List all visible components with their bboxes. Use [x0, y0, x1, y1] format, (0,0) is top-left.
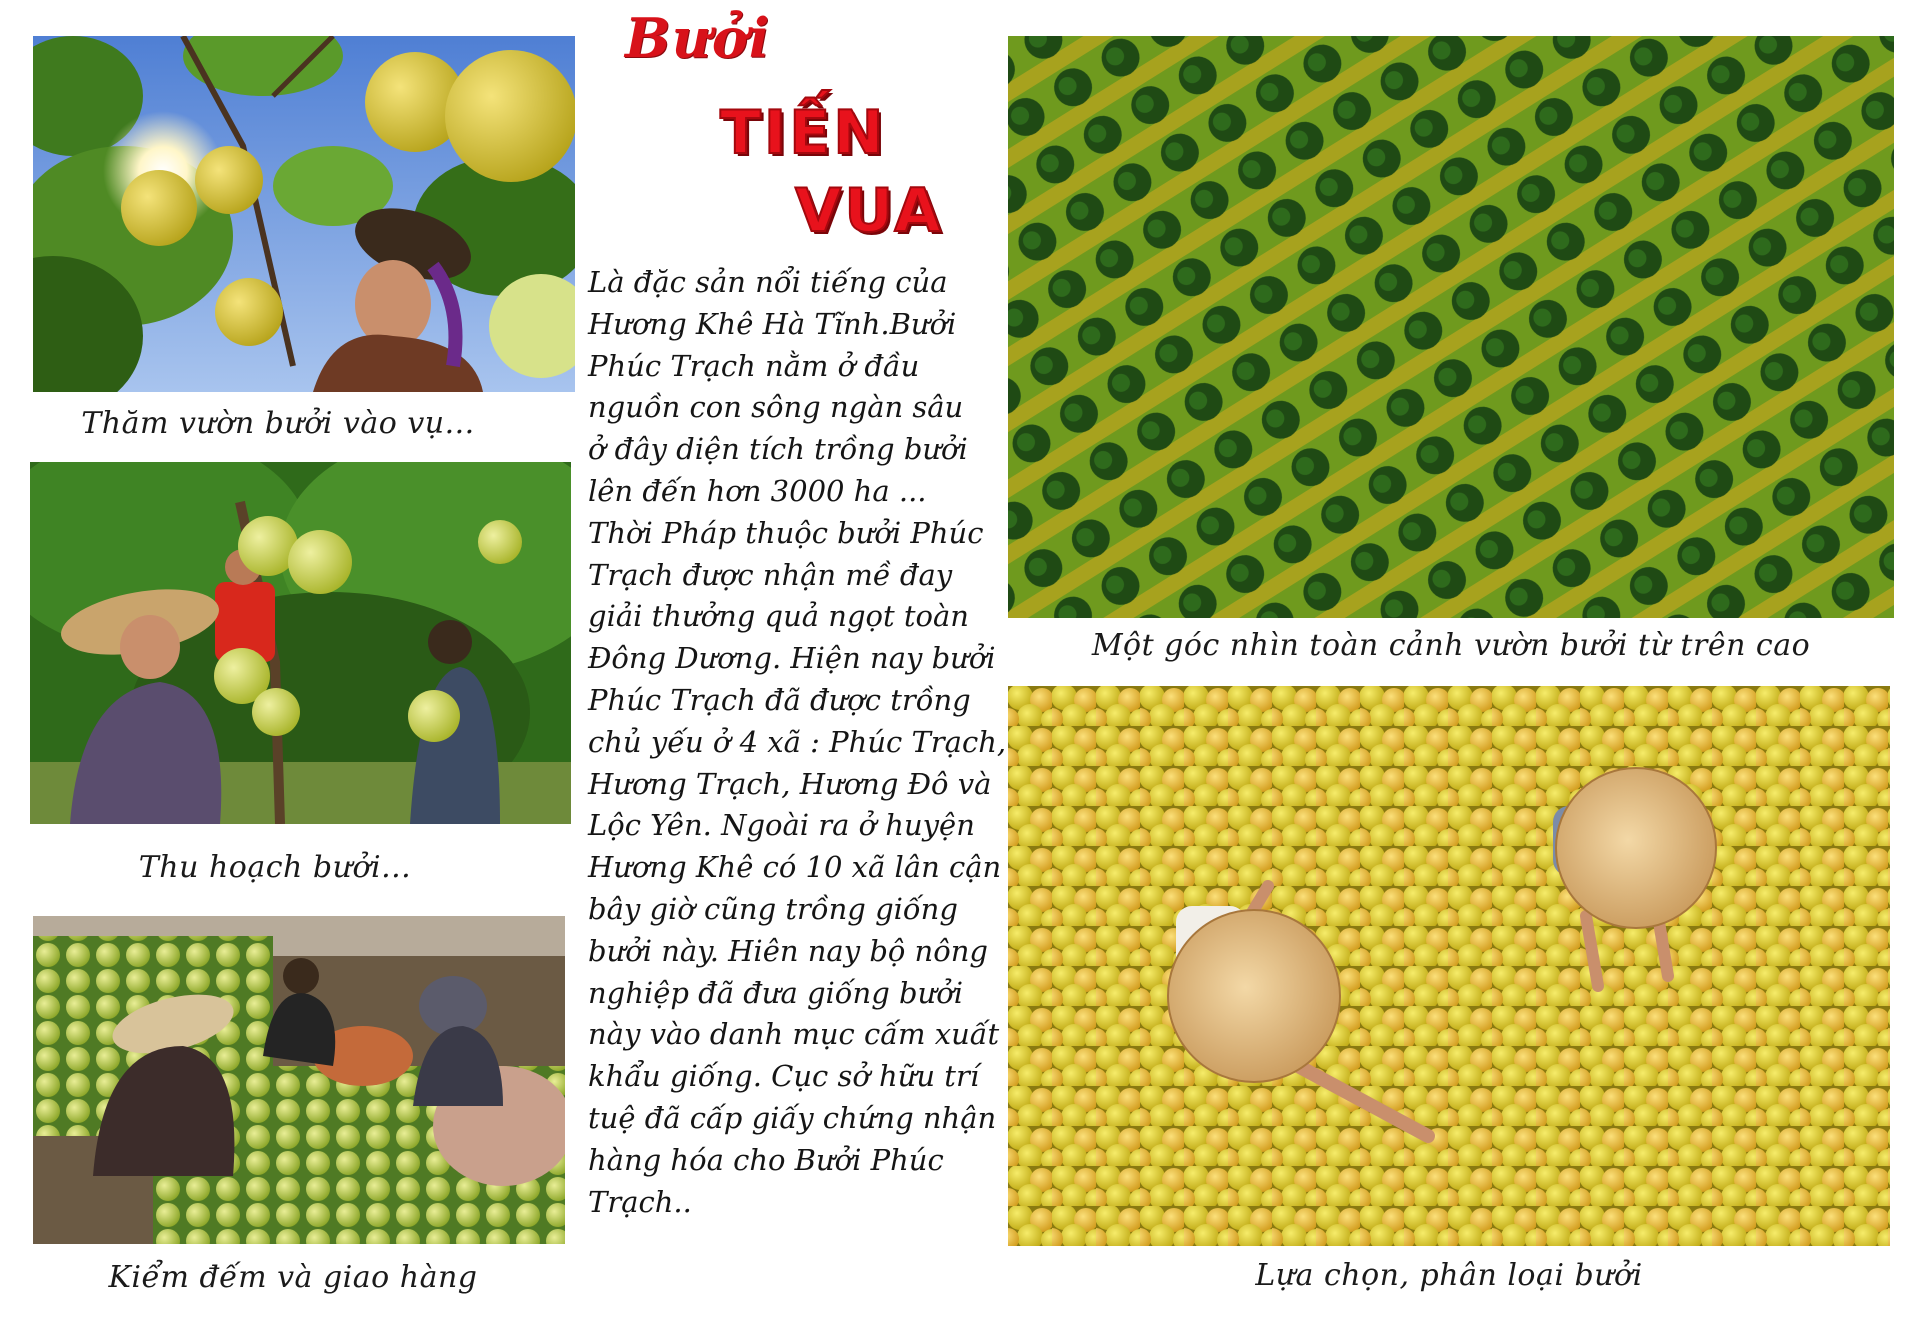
caption-aerial-orchard: Một góc nhìn toàn cảnh vườn bưởi từ trên cao — [1091, 628, 1811, 663]
title-line-1: TIẾN — [720, 98, 887, 168]
photo-counting-delivery-image — [33, 916, 565, 1244]
body-line: hàng hóa cho Bưởi Phúc — [588, 1142, 944, 1177]
body-line: Phúc Trạch nằm ở đầu — [588, 348, 920, 383]
body-line: nguồn con sông ngàn sâu — [588, 390, 964, 425]
body-line: nghiệp đã đưa giống bưởi — [588, 975, 963, 1010]
body-line: giải thưởng quả ngọt toàn — [588, 599, 969, 634]
body-line: Hương Khê Hà Tĩnh.Bưởi — [588, 306, 957, 341]
body-line: ở đây diện tích trồng bưởi — [588, 432, 968, 467]
body-line: Lộc Yên. Ngoài ra ở huyện — [588, 808, 975, 843]
photo-harvest-image — [30, 462, 571, 824]
body-line: tuệ đã cấp giấy chứng nhận — [588, 1100, 997, 1135]
caption-counting-delivery: Kiểm đếm và giao hàng — [108, 1260, 478, 1295]
body-line: lên đến hơn 3000 ha ... — [588, 473, 927, 508]
body-line: Trạch được nhận mề đay — [588, 557, 953, 592]
body-line: khẩu giống. Cục sở hữu trí — [588, 1059, 980, 1094]
title-line-2: VUA — [795, 176, 944, 246]
body-line: Hương Khê có 10 xã lân cận — [588, 850, 1002, 885]
body-line: Trạch.. — [588, 1184, 692, 1219]
photo-aerial-orchard-image — [1008, 36, 1894, 618]
photo-orchard-visit — [33, 36, 575, 392]
article-body — [588, 262, 1007, 1223]
body-line: Là đặc sản nổi tiếng của — [588, 265, 948, 299]
body-line: Thời Pháp thuộc bưởi Phúc — [588, 515, 984, 550]
photo-harvest — [30, 462, 571, 824]
photo-orchard-visit-image — [33, 36, 575, 392]
body-line: bây giờ cũng trồng giống — [588, 891, 958, 926]
body-line: Hương Trạch, Hương Đô và — [588, 766, 992, 801]
photo-sorting — [1008, 686, 1890, 1246]
body-line: Đông Dương. Hiện nay bưởi — [588, 641, 996, 676]
photo-sorting-image — [1008, 686, 1890, 1246]
body-line: chủ yếu ở 4 xã : Phúc Trạch, — [588, 724, 1007, 759]
caption-orchard-visit: Thăm vườn bưởi vào vụ... — [81, 406, 475, 441]
title-script: Bưởi — [625, 6, 771, 70]
photo-aerial-orchard — [1008, 36, 1894, 618]
caption-sorting: Lựa chọn, phân loại bưởi — [1255, 1258, 1643, 1293]
photo-counting-delivery — [33, 916, 565, 1244]
body-line: này vào danh mục cấm xuất — [588, 1017, 1000, 1052]
body-line: Phúc Trạch đã được trồng — [588, 682, 971, 717]
body-line: bưởi này. Hiên nay bộ nông — [588, 933, 988, 968]
caption-harvest: Thu hoạch bưởi... — [138, 850, 412, 885]
